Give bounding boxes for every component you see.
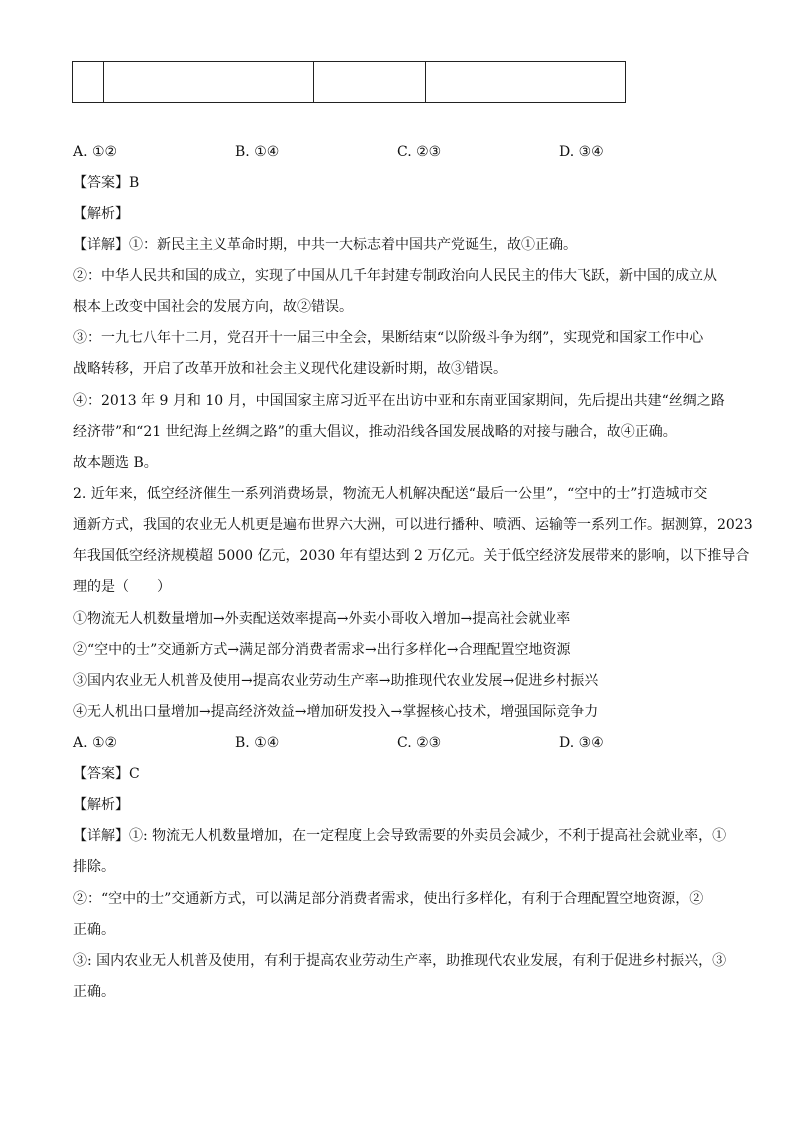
q2-options — [73, 733, 733, 753]
q2-stem-line: 2. 近年来，低空经济催生一系列消费场景，物流无人机解决配送“最后一公里”，“空中的士”打造城市交 — [73, 486, 708, 502]
q2-item-1: ①物流无人机数量增加→外卖配送效率提高→外卖小哥收入增加→提高社会就业率 — [73, 611, 571, 627]
q1-option-c: C. ②③ — [397, 144, 442, 160]
q1-option-d: D. ③④ — [559, 144, 604, 160]
q1-analysis-line: 【详解】①：新民主主义革命时期，中共一大标志着中国共产党诞生，故①正确。 — [73, 237, 577, 253]
q2-stem-line: 年我国低空经济规模超 5000 亿元，2030 年有望达到 2 万亿元。关于低空经济发展带来的影响，以下推导合 — [73, 548, 750, 564]
q2-analysis-label: 【解析】 — [73, 797, 129, 813]
q1-option-b: B. ①④ — [235, 144, 280, 160]
q2-option-a: A. ①② — [73, 735, 118, 751]
q1-analysis-line: 经济带”和“21 世纪海上丝绸之路”的重大倡议，推动沿线各国发展战略的对接与融合，故④正确。 — [73, 424, 677, 440]
q2-item-3: ③国内农业无人机普及使用→提高农业劳动生产率→助推现代农业发展→促进乡村振兴 — [73, 673, 599, 689]
q1-analysis-line: ④：2013 年 9 月和 10 月，中国国家主席习近平在出访中亚和东南亚国家期间，先后提出共建“丝绸之路 — [73, 393, 725, 409]
q1-analysis-label: 【解析】 — [73, 206, 129, 222]
q2-analysis-line: 正确。 — [73, 984, 115, 1000]
table-cell — [73, 62, 104, 103]
table-cell — [426, 62, 626, 103]
table-cell — [314, 62, 426, 103]
q2-analysis-line: 排除。 — [73, 859, 115, 875]
q2-stem-line: 理的是（ ） — [73, 579, 171, 595]
q2-analysis-line: ②：“空中的士”交通新方式，可以满足部分消费者需求，使出行多样化，有利于合理配置空地资源，② — [73, 891, 704, 907]
q2-stem-line: 通新方式，我国的农业无人机更是遍布世界六大洲，可以进行播种、喷洒、运输等一系列工作。据测算，2023 — [73, 517, 753, 533]
q1-analysis-line: 根本上改变中国社会的发展方向，故②错误。 — [73, 299, 353, 315]
q2-analysis-line: 正确。 — [73, 922, 115, 938]
table-row — [73, 62, 626, 103]
q2-item-4: ④无人机出口量增加→提高经济效益→增加研发投入→掌握核心技术，增强国际竞争力 — [73, 704, 599, 720]
answer-table-fragment — [72, 61, 626, 103]
q2-answer: 【答案】C — [73, 766, 140, 782]
q2-analysis-line: 【详解】①: 物流无人机数量增加，在一定程度上会导致需要的外卖员会减少，不利于提高社会就业率，① — [73, 828, 727, 844]
q1-analysis-line: 战略转移，开启了改革开放和社会主义现代化建设新时期，故③错误。 — [73, 361, 507, 377]
q2-option-b: B. ①④ — [235, 735, 280, 751]
q2-option-c: C. ②③ — [397, 735, 442, 751]
q2-option-d: D. ③④ — [559, 735, 604, 751]
q1-analysis-line: ③：一九七八年十二月，党召开十一届三中全会，果断结束“以阶级斗争为纲”，实现党和国家工作中心 — [73, 330, 704, 346]
q2-item-2: ②“空中的士”交通新方式→满足部分消费者需求→出行多样化→合理配置空地资源 — [73, 642, 571, 658]
q1-answer: 【答案】B — [73, 175, 140, 191]
table-cell — [104, 62, 314, 103]
q2-analysis-line: ③: 国内农业无人机普及使用，有利于提高农业劳动生产率，助推现代农业发展，有利于促进乡村振兴，③ — [73, 953, 727, 969]
q1-options — [73, 142, 733, 162]
q1-option-a: A. ①② — [73, 144, 118, 160]
q1-conclusion: 故本题选 B。 — [73, 455, 158, 471]
q1-analysis-line: ②：中华人民共和国的成立，实现了中国从几千年封建专制政治向人民民主的伟大飞跃，新中国的成立从 — [73, 268, 717, 284]
